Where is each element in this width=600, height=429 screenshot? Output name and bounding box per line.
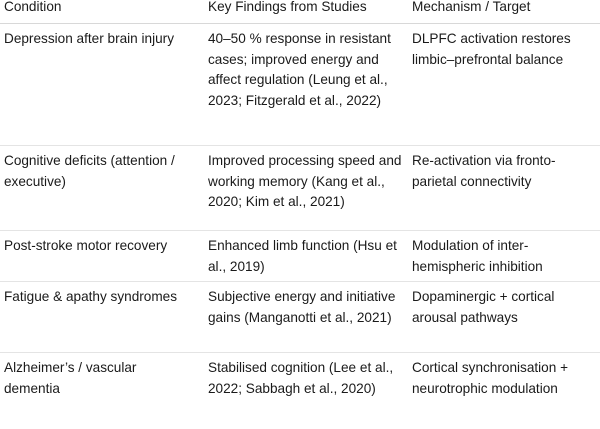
table-row (0, 282, 600, 353)
header-key-findings: Key Findings from Studies (208, 0, 367, 14)
cell-condition: Post-stroke motor recovery (4, 238, 168, 253)
cell-condition: Depression after brain injury (4, 31, 175, 46)
cell-findings: Enhanced limb function (Hsu et al., 2019) (208, 238, 397, 274)
table-row (0, 231, 600, 282)
table-header-row (0, 0, 600, 24)
cell-condition: Alzheimer’s / vascular dementia (4, 360, 137, 396)
cell-findings: Subjective energy and initiative gains (Manganotti et al., 2021) (208, 289, 396, 325)
cell-findings: 40–50 % response in resistant cases; improved energy and affect regulation (Leung et al., 2023; Fitzgerald et al., 2022) (208, 31, 391, 108)
table-row (0, 146, 600, 231)
cell-findings: Improved processing speed and working memory (Kang et al., 2020; Kim et al., 2021) (208, 153, 402, 209)
header-condition: Condition (4, 0, 62, 14)
header-mechanism: Mechanism / Target (412, 0, 531, 14)
cell-mechanism: DLPFC activation restores limbic–prefrontal balance (412, 31, 571, 67)
table-row (0, 24, 600, 146)
cell-condition: Fatigue & apathy syndromes (4, 289, 178, 304)
cell-mechanism: Modulation of inter-hemispheric inhibition (412, 238, 543, 274)
cell-mechanism: Re-activation via fronto-parietal connectivity (412, 153, 556, 189)
cell-mechanism: Cortical synchronisation + neurotrophic modulation (412, 360, 569, 396)
table-row (0, 353, 600, 429)
cell-findings: Stabilised cognition (Lee et al., 2022; Sabbagh et al., 2020) (208, 360, 394, 396)
cell-mechanism: Dopaminergic + cortical arousal pathways (412, 289, 555, 325)
cell-condition: Cognitive deficits (attention / executive) (4, 153, 175, 189)
